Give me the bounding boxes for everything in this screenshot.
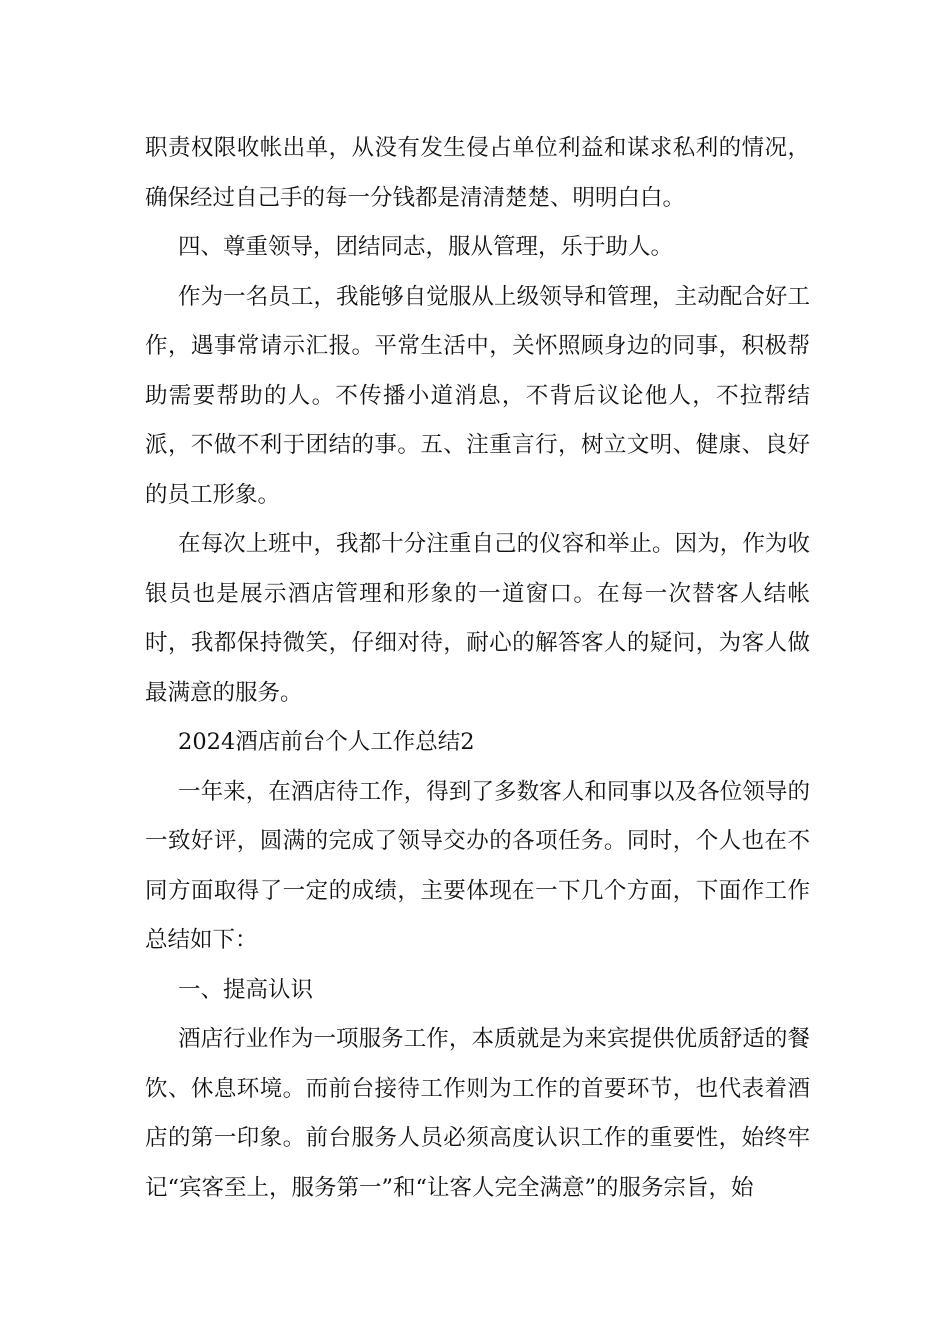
- paragraph-appearance: 在每次上班中，我都十分注重自己的仪容和举止。因为，作为收银员也是展示酒店管理和形象的一道窗口。在每一次替客人结帐时，我都保持微笑，仔细对待，耐心的解答客人的疑问，为客人做最满意的服务。: [145, 531, 810, 706]
- paragraph-obey-management: 作为一名员工，我能够自觉服从上级领导和管理，主动配合好工作，遇事常请示汇报。平常生活中，关怀照顾身边的同事，积极帮助需要帮助的人。不传播小道消息，不背后议论他人，不拉帮结派，不做不利于团结的事。五、注重言行，树立文明、健康、良好的员工形象。: [145, 283, 810, 508]
- section-title-summary-2: 2024酒店前台个人工作总结2: [178, 729, 475, 755]
- section-heading-improve-awareness: 一、提高认识: [178, 976, 314, 1003]
- paragraph-responsibility: 职责权限收帐出单，从没有发生侵占单位利益和谋求私利的情况，确保经过自己手的每一分钱都是清清楚楚、明明白白。: [145, 135, 810, 211]
- paragraph-hotel-service: 酒店行业作为一项服务工作，本质就是为来宾提供优质舒适的餐饮、休息环境。而前台接待工作则为工作的首要环节，也代表着酒店的第一印象。前台服务人员必须高度认识工作的重要性，始终牢记“宾客至上，服务第一”和“让客人完全满意”的服务宗旨，始: [145, 1026, 810, 1201]
- document-page: [145, 124, 810, 1213]
- paragraph-year-review: 一年来，在酒店待工作，得到了多数客人和同事以及各位领导的一致好评，圆满的完成了领导交办的各项任务。同时，个人也在不同方面取得了一定的成绩，主要体现在一下几个方面，下面作工作总结如下：: [145, 778, 810, 953]
- section-heading-respect-leaders: 四、尊重领导，团结同志，服从管理，乐于助人。: [178, 234, 674, 260]
